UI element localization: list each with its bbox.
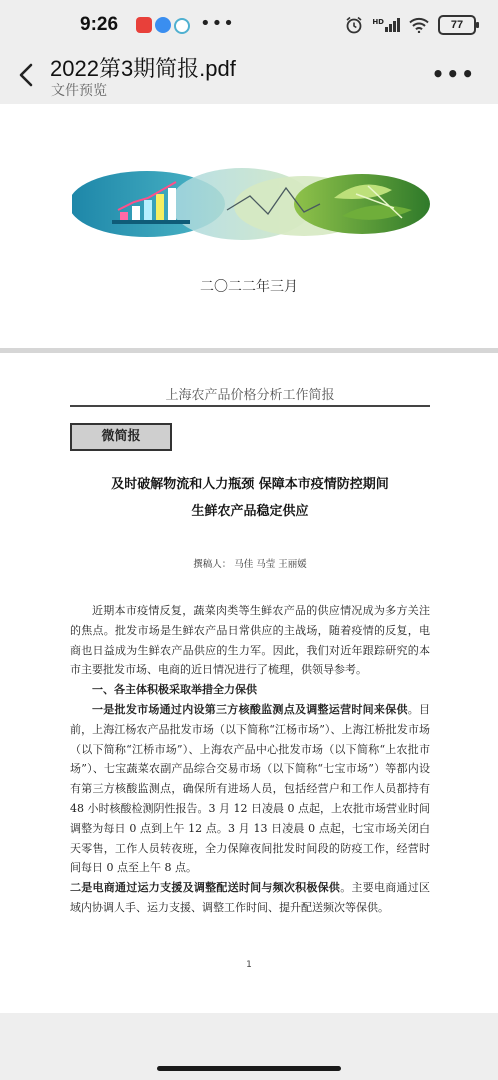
app-notification-icon-3 (174, 18, 190, 34)
report-masthead: 上海农产品价格分析工作简报 (165, 388, 335, 403)
paragraph-1 (70, 700, 430, 878)
cover-banner-image (72, 168, 430, 240)
file-preview-label: 文件预览 (51, 83, 107, 99)
battery-icon: 77 (438, 15, 476, 35)
headline-line-2: 生鲜农产品稳定供应 (191, 504, 309, 519)
home-indicator[interactable] (157, 1066, 341, 1071)
back-arrow-icon[interactable] (14, 60, 40, 90)
pdf-page-cover[interactable] (0, 104, 498, 348)
cover-date: 二〇二二年三月 (200, 279, 298, 295)
micro-report-label: 微简报 (70, 423, 172, 451)
report-body (70, 601, 430, 918)
status-bar (0, 0, 498, 52)
author-line: 撰稿人： 马佳 马莹 王丽媛 (193, 559, 307, 570)
headline-line-1: 及时破解物流和人力瓶颈 保障本市疫情防控期间 (111, 477, 389, 492)
file-title: 2022第3期简报.pdf (50, 56, 236, 81)
section-heading-1: 一、各主体积极采取举措全力保供 (92, 683, 257, 697)
page-number: 1 (246, 960, 252, 970)
paragraph-2-lead: 二是电商通过运力支援及调整配送时间与频次积极保供 (70, 881, 341, 895)
paragraph-1-lead: 一是批发市场通过内设第三方核酸监测点及调整运营时间来保供 (92, 702, 408, 716)
masthead-rule (70, 405, 430, 407)
status-time: 9:26 (80, 14, 119, 35)
app-header (0, 52, 498, 104)
intro-paragraph: 近期本市疫情反复，蔬菜肉类等生鲜农产品的供应情况成为多方关注的焦点。批发市场是生鲜农产品日常供应的主战场，随着疫情的反复，电商也日益成为生鲜农产品供应的生力军。因此，我们对近年跟踪研究的本市主要批发市场、电商的近日情况进行了梳理，供领导参考。 (70, 604, 430, 677)
paragraph-2 (70, 878, 430, 918)
wifi-icon (409, 17, 429, 33)
app-notification-icon-1 (136, 17, 152, 33)
more-options-icon[interactable]: ••• (431, 62, 476, 86)
paragraph-2-text: 。主要电商通过区域内协调人手、运力支援、调整工作时间、提升配送频次等保供。 (70, 881, 431, 914)
paragraph-1-text: 。目前，上海江杨农产品批发市场（以下简称“江杨市场”）、上海江桥批发市场（以下简称“江桥市场”）、上海农产品中心批发市场（以下简称“上农批市场”）、七宝蔬菜农副产品综合交易市场（以下简称“七宝市场”）等都内设有第三方核酸监测点，确保所有进场人员，包括经营户和工作人员都持有 48 小时核酸检测阴性报告。3 月 12 日凌晨 0 点起，上农批市场营业时间调整为每日 0 点到上午 12 点。3 月 13 日凌晨 0 点起，七宝市场关闭白天零售，工作人员转夜班，全力保障夜间批发时间段的防疫工作，经营时间每日 0 点至上午 8 点。 (70, 702, 431, 875)
pdf-page-1[interactable] (0, 353, 498, 1013)
more-notifications-icon: ••• (200, 13, 235, 34)
hd-label: HD (372, 18, 384, 26)
app-notification-icon-2 (155, 17, 171, 33)
hd-signal-icon (372, 18, 400, 32)
alarm-icon (345, 16, 363, 34)
